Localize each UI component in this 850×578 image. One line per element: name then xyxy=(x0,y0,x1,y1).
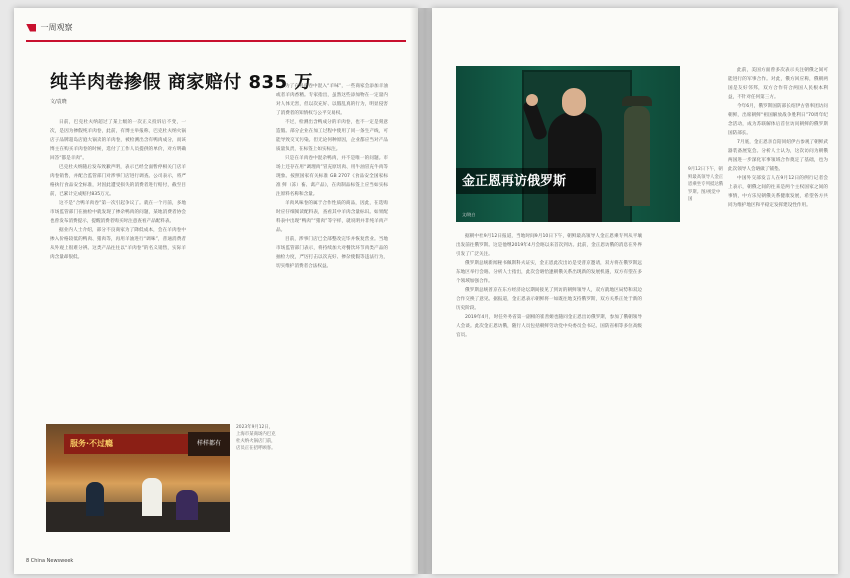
paragraph: 日前，巴克杜夫纳超过了某上级的一次正义投诉后不变，一次，是因为掺假纯羊肉卷，此前，有博主举报称，巴克杜夫纳火锅店子品牌超岛店庭大锅卖的羊肉卷，被检测出含有鸭肉成分，而该博主在购买羊肉卷的时候，选付了工作人员提供的单价，对方明确回答“都是羊肉”。 xyxy=(50,120,186,161)
left-column-1 xyxy=(50,118,186,418)
person-figure xyxy=(176,490,198,520)
paragraph: 只是在羊肉卷中混杂鸭肉，并不是唯一的问题。市场上还存在用“调理肉”冒充原切肉、用牛油冒充牛肉等现象。按照国家有关标准 GB 2707《食品安全国家标准 鲜（冻）畜、禽产品》，在肉制品标签上应当如实标注原料名称和含量。 xyxy=(276,156,388,197)
paragraph: 此前，美国方面曾多次表示关注朝俄之间可能进行的军事合作。对此，俄方回应称，俄朝两国是友好邻邦，双方合作符合两国人民根本利益，不针对任何第三方。 xyxy=(728,68,828,100)
paragraph: 不过，检测出含鸭成分的羊肉卷，也不一定是刻意造假。部分企业在加工过程中使用了同一条生产线，可能导致交叉污染。但无论何种原因，企业都应当对产品质量负责，在标签上如实标注。 xyxy=(276,120,388,152)
article-byline: 文/袁晓 xyxy=(50,99,67,105)
paragraph: 俄罗斯总统普京在东方经济论坛期间接见了到访的朝鲜领导人，双方就地区局势和双边合作交换了意见。据报道，金正恩表示朝鲜将一如既往地支持俄罗斯，双方关系正处于新的历史阶段。 xyxy=(456,288,642,311)
section-name: 一周观察 xyxy=(40,23,73,32)
store-sign: 服务·不过瘾 xyxy=(64,434,190,454)
left-column-2 xyxy=(276,82,388,534)
photo-floor xyxy=(46,502,230,532)
paragraph: 巴克杜夫纳随后发布致歉声明，表示已经全面暂停相关门店羊肉卷销售，并配合监管部门对涉事门店进行调查。公司表示，将严格执行食品安全标准，对因此遭受损失的消费者进行赔付，截至目前，已累计完成赔付835万元。 xyxy=(50,165,186,197)
page-footer: 8 China Newsweek xyxy=(26,558,74,564)
paragraph: 今年6月，俄罗斯国防部长绍伊古曾率团访问朝鲜，出席朝鲜“祖国解放战争胜利日”70周年纪念活动，成为苏联解体后首位访问朝鲜的俄罗斯国防部长。 xyxy=(728,104,828,136)
paragraph: 7月底，金正恩亲自陪同绍伊古参观了朝鲜武器装备展览会。分析人士认为，这次访问为朝俄两国进一步深化军事领域合作奠定了基础，也为此次领导人会晤做了铺垫。 xyxy=(728,140,828,172)
article-headline: 纯羊肉卷掺假 商家赔付 835 万 xyxy=(50,72,313,93)
restaurant-photo xyxy=(46,424,230,532)
section-header xyxy=(26,22,73,33)
leader-face xyxy=(562,88,586,116)
paragraph: 俄罗斯总统新闻秘书佩斯科夫证实，金正恩此次出访是受普京邀请，双方将在俄罗斯远东地区举行会晤。分析人士指出，此次会晤恰逢朝俄关系出现新的发展机遇，双方有望在多个领域加强合作。 xyxy=(456,261,642,284)
store-sign-secondary: 样样都有 xyxy=(188,432,230,456)
photo-title: 金正恩再访俄罗斯 xyxy=(462,174,567,189)
paragraph: 2019年4月，时任外务省第一副相的崔善姬也随同金正恩出访俄罗斯，参加了俄朝领导人会谈。此次金正恩访俄，随行人员包括朝鲜劳动党中央委员会书记、国防省相等多位高级官员。 xyxy=(456,315,642,338)
paragraph: 这不是“合鸭羊肉卷”第一次引起争议了。就在一个月前，多地市场监管部门在抽检中就发现了掺杂鸭肉的问题，某地消费者协会也曾发布消费提示，提醒消费者购买时注意查看产品配料表。 xyxy=(50,201,186,224)
section-mark-icon xyxy=(26,24,36,32)
photo-caption: 9月12日下午，朝鲜最高领导人金正恩乘坐专列抵达俄罗斯。图/视觉中国 xyxy=(688,167,724,202)
train-photo xyxy=(456,66,680,222)
paragraph: 据业内人士介绍，部分不良商家为了降低成本，会在羊肉卷中掺入价格较低的鸭肉、猪肉等，再用羊油进行“调味”，普通消费者从外观上很难分辨。这类产品往往以“羊肉卷”的名义销售，实际羊肉含量却很低。 xyxy=(50,228,186,260)
paragraph: 为了在鸭肉卷中混入“羊味”，一些商家会添加羊油或者羊肉香精。专家指出，虽然这些添加物在一定量内对人体无害，但以次充好、以假乱真的行为，明显侵害了消费者的知情权与公平交易权。 xyxy=(276,84,388,116)
right-column-1 xyxy=(456,232,642,532)
paragraph: 中国外交部发言人在9月12日的例行记者会上表示，朝俄之间的往来是两个主权国家之间的事情，中方乐见朝俄关系健康发展，希望各方共同为维护地区和平稳定发挥建设性作用。 xyxy=(728,176,828,208)
person-figure xyxy=(86,482,104,516)
leader-figure xyxy=(548,112,602,222)
left-page xyxy=(14,8,418,574)
paragraph: 目前，涉事门店已全部整改完毕并恢复营业。当地市场监管部门表示，将持续加大对餐饮环节肉类产品的抽检力度，严厉打击以次充好、掺杂使假等违法行为，切实维护消费者合法权益。 xyxy=(276,237,388,269)
paragraph: 羊肉风味卷的属于合作性质的商品，因此，在选购时应仔细阅读配料表，查看其中羊肉含量标识。如果配料表中出现“鸭肉”“猪肉”等字样，就说明并非纯羊肉产品。 xyxy=(276,201,388,233)
paragraph: 据朝中社9月12日报道，当地时间9月10日下午，朝鲜最高领导人金正恩乘专列从平壤出发前往俄罗斯。这是他继2019年4月会晤以来首次到访。此前，金正恩访俄的消息在外界引发了广泛关注。 xyxy=(456,234,642,257)
right-page xyxy=(432,8,838,574)
waving-hand xyxy=(526,94,538,106)
photo-credit: 文/晓白 xyxy=(462,212,476,217)
officer-figure xyxy=(624,106,650,206)
photo-caption: 2023年9月12日，上海市某商场内巴克杜夫纳火锅店门前，店员正在招呼顾客。 xyxy=(236,425,276,451)
header-rule xyxy=(26,40,406,42)
person-figure xyxy=(142,478,162,516)
officer-cap xyxy=(622,96,652,106)
right-column-2 xyxy=(728,66,828,532)
